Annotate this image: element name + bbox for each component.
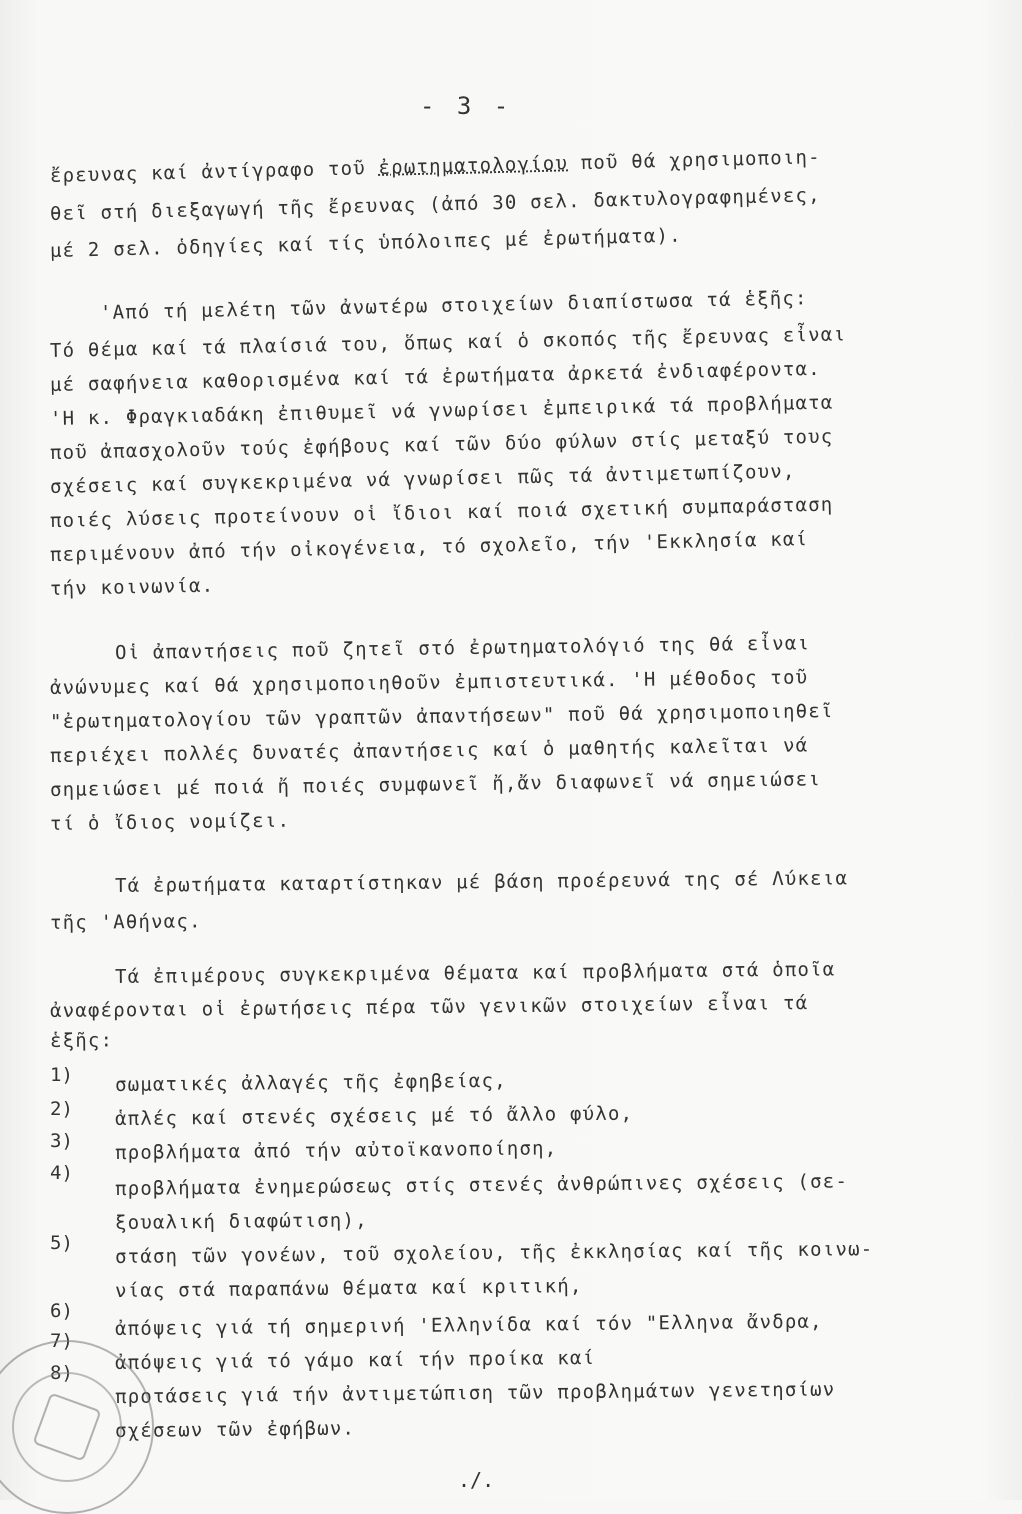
list-item-8-cont: σχέσεων τῶν ἐφήβων. [114, 1417, 356, 1442]
para1-line-3: μέ 2 σελ. ὁδηγίες καί τίς ὑπόλοιπες μέ ἐρωτήματα). [49, 224, 683, 262]
para1-line-1: ἔρευνας καί ἀντίγραφο τοῦ ἐρωτηματολογίου ποῦ θά χρησιμοποιη- [49, 146, 822, 187]
para2-line-2: Τό θέμα καί τά πλαίσιά του, ὅπως καί ὁ σκοπός τῆς ἔρευνας εἶναι [49, 323, 847, 362]
para2-line-4: 'Η κ. Φραγκιαδάκη ἐπιθυμεῖ νά γνωρίσει ἐμπειρικά τά προβλήματα [49, 391, 834, 430]
para3-line-2: ἀνώνυμες καί θά χρησιμοποιηθοῦν ἐμπιστευτικά. 'Η μέθοδος τοῦ [49, 666, 809, 699]
continuation-mark: ./. [458, 1468, 495, 1492]
page-number: - 3 - [420, 92, 513, 120]
para2-line-8: περιμένουν ἀπό τήν οἰκογένεια, τό σχολεῖο, τήν 'Εκκλησία καί [49, 528, 809, 566]
list-item-2: ἁπλές καί στενές σχέσεις μέ τό ἄλλο φύλο, [114, 1102, 634, 1130]
list-item-4-cont: ξουαλική διαφώτιση), [114, 1209, 368, 1234]
list-item-5: στάση τῶν γονέων, τοῦ σχολείου, τῆς ἐκκλησίας καί τῆς κοινω- [114, 1238, 874, 1268]
list-item-4: προβλήματα ἐνημερώσεως στίς στενές ἀνθρώπινες σχέσεις (σε- [114, 1170, 849, 1200]
para3-line-3: "ἐρωτηματολογίου τῶν γραπτῶν ἀπαντήσεων" ποῦ θά χρησιμοποιηθεῖ [49, 700, 834, 733]
para3-line-5: σημειώσει μέ ποιά ἤ ποιές συμφωνεῖ ἤ,ἄν διαφωνεῖ νά σημειώσει [49, 768, 822, 801]
list-number-2: 2) [50, 1098, 73, 1120]
list-number-5: 5) [50, 1232, 73, 1254]
para2-line-7: ποιές λύσεις προτείνουν οἱ ἴδιοι καί ποιά σχετική συμπαράσταση [49, 493, 834, 532]
para3-line-4: περιέχει πολλές δυνατές ἀπαντήσεις καί ὁ μαθητής καλεῖται νά [49, 734, 809, 767]
list-item-6: ἀπόψεις γιά τή σημερινή 'Ελληνίδα καί τόν "Ελληνα ἄνδρα, [114, 1310, 823, 1340]
list-number-1: 1) [50, 1064, 73, 1086]
list-item-8: προτάσεις γιά τήν ἀντιμετώπιση τῶν προβλημάτων γενετησίων [114, 1378, 836, 1408]
list-number-4: 4) [50, 1162, 73, 1184]
para2-line-1: 'Από τή μελέτη τῶν ἀνωτέρω στοιχείων διαπίστωσα τά ἑξῆς: [99, 287, 808, 324]
para2-line-9: τήν κοινωνία. [49, 574, 215, 600]
list-item-7: ἀπόψεις γιά τό γάμο καί τήν προίκα καί [114, 1346, 596, 1374]
para4-line-1: Τά ἐρωτήματα καταρτίστηκαν μέ βάση προέρευνά της σέ Λύκεια [114, 867, 849, 897]
para4-line-2: τῆς 'Αθήνας. [49, 910, 202, 934]
para3-line-1: Οἱ ἀπαντήσεις ποῦ ζητεῖ στό ἐρωτηματολόγιό της θά εἶναι [114, 632, 811, 664]
para5-line-2: ἀναφέρονται οἱ ἐρωτήσεις πέρα τῶν γενικῶν στοιχείων εἶναι τά [49, 992, 809, 1022]
list-number-6: 6) [50, 1300, 73, 1322]
list-number-8: 8) [50, 1362, 73, 1384]
list-item-5-cont: νίας στά παραπάνω θέματα καί κριτική, [114, 1275, 583, 1302]
list-item-3: προβλήματα ἀπό τήν αὐτοϊκανοποίηση, [114, 1137, 558, 1164]
para1-line-2: θεῖ στή διεξαγωγή τῆς ἔρευνας (ἀπό 30 σελ. δακτυλογραφημένες, [49, 184, 822, 225]
list-number-3: 3) [50, 1130, 73, 1152]
para2-line-3: μέ σαφήνεια καθορισμένα καί τά ἐρωτήματα ἀρκετά ἐνδιαφέροντα. [49, 357, 822, 396]
list-item-1: σωματικές ἀλλαγές τῆς ἐφηβείας, [114, 1069, 507, 1096]
para2-line-6: σχέσεις καί συγκεκριμένα νά γνωρίσει πῶς τά ἀντιμετωπίζουν, [49, 460, 796, 498]
para2-line-5: ποῦ ἀπασχολοῦν τούς ἐφήβους καί τῶν δύο φύλων στίς μεταξύ τους [49, 425, 834, 464]
para5-line-3: ἑξῆς: [49, 1029, 114, 1052]
para5-line-1: Τά ἐπιμέρους συγκεκριμένα θέματα καί προβλήματα στά ὁποῖα [114, 958, 836, 988]
underlined-word: ἐρωτηματολογίου [378, 152, 569, 179]
list-number-7: 7) [50, 1330, 73, 1352]
para3-line-6: τί ὁ ἴδιος νομίζει. [49, 809, 291, 835]
seal-emblem-icon [32, 1392, 101, 1461]
